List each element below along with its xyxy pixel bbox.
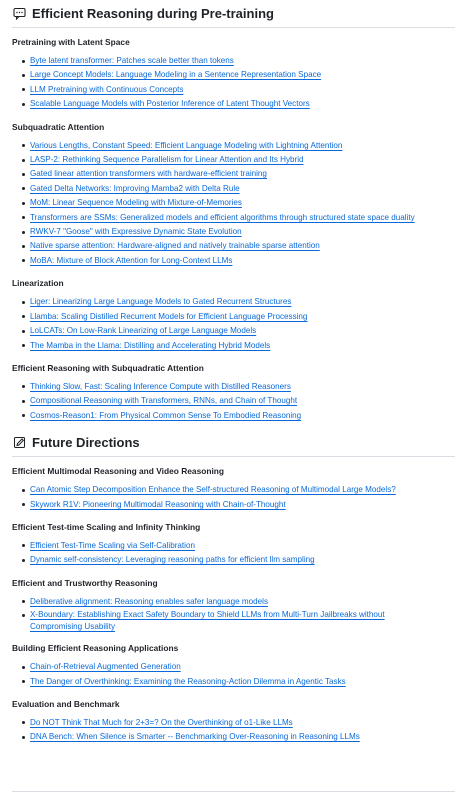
list-item (22, 730, 461, 744)
section-heading-future-directions (12, 433, 455, 457)
list-item (22, 167, 461, 181)
paper-link[interactable]: Scalable Language Models with Posterior Inference of Latent Thought Vectors (30, 99, 310, 109)
paper-link[interactable]: Skywork R1V: Pioneering Multimodal Reasoning with Chain-of-Thought (30, 499, 286, 509)
paper-link[interactable]: MoM: Linear Sequence Modeling with Mixture-of-Memories (30, 198, 242, 208)
list-item (22, 68, 461, 82)
subsection-title: Subquadratic Attention (12, 121, 105, 132)
paper-link[interactable]: Dynamic self-consistency: Leveraging reasoning paths for efficient llm sampling (30, 555, 315, 565)
list-item (22, 380, 461, 394)
divider (12, 791, 455, 792)
subsection-title: Evaluation and Benchmark (12, 698, 120, 709)
list-item (22, 675, 461, 689)
paper-link[interactable]: DNA Bench: When Silence is Smarter -- Benchmarking Over-Reasoning in Reasoning LLMs (30, 732, 360, 742)
subsection-title: Efficient Test-time Scaling and Infinity Thinking (12, 521, 201, 532)
subsection-title: Building Efficient Reasoning Applications (12, 643, 179, 654)
list-item (22, 54, 461, 68)
link-list (12, 595, 461, 633)
paper-link[interactable]: LASP-2: Rethinking Sequence Parallelism for Linear Attention and Its Hybrid (30, 155, 304, 165)
list-item (22, 139, 461, 153)
list-item (22, 211, 461, 225)
paper-link[interactable]: Compositional Reasoning with Transformers, RNNs, and Chain of Thought (30, 396, 298, 406)
subsection-title: Pretraining with Latent Space (12, 37, 130, 47)
paper-link[interactable]: Large Concept Models: Language Modeling in a Sentence Representation Space (30, 70, 322, 80)
list-item (22, 324, 461, 338)
list-item (22, 498, 461, 512)
list-item (22, 539, 461, 553)
paper-link[interactable]: Transformers are SSMs: Generalized models and efficient algorithms through structured state space duality (30, 212, 415, 222)
section-title: Efficient Reasoning during Pre-training (32, 5, 274, 21)
list-item (22, 254, 461, 268)
list-item (22, 153, 461, 167)
list-item (22, 483, 461, 497)
link-list (12, 716, 461, 745)
paper-link[interactable]: Native sparse attention: Hardware-aligned and natively trainable sparse attention (30, 241, 320, 251)
section-heading-pretraining (12, 4, 455, 28)
link-list (12, 660, 461, 689)
paper-link[interactable]: LLM Pretraining with Continuous Concepts (30, 84, 184, 94)
paper-link[interactable]: Can Atomic Step Decomposition Enhance the Self-structured Reasoning of Multimodal Large Models? (30, 485, 396, 495)
list-item (22, 97, 461, 111)
list-item (22, 196, 461, 210)
paper-link[interactable]: The Mamba in the Llama: Distilling and Accelerating Hybrid Models (30, 340, 271, 350)
paper-link[interactable]: LoLCATs: On Low-Rank Linearizing of Large Language Models (30, 326, 257, 336)
paper-link[interactable]: MoBA: Mixture of Block Attention for Long-Context LLMs (30, 255, 233, 265)
list-item (22, 553, 461, 567)
list-item (22, 310, 461, 324)
link-list (12, 54, 461, 112)
list-item (22, 409, 461, 423)
paper-link[interactable]: Thinking Slow, Fast: Scaling Inference Compute with Distilled Reasoners (30, 381, 291, 391)
speech-bubble-icon (12, 6, 26, 20)
list-item (22, 716, 461, 730)
paper-link[interactable]: Deliberative alignment: Reasoning enables safer language models (30, 596, 269, 606)
paper-link[interactable]: Efficient Test-Time Scaling via Self-Calibration (30, 540, 195, 550)
link-list (12, 380, 461, 423)
pencil-icon (12, 435, 26, 449)
link-list (12, 539, 461, 568)
list-item (22, 595, 461, 609)
link-list (12, 295, 461, 353)
paper-link[interactable]: Gated linear attention transformers with hardware-efficient training (30, 169, 267, 179)
link-list (12, 139, 461, 269)
paper-link[interactable]: Various Lengths, Constant Speed: Efficient Language Modeling with Lightning Attention (30, 140, 343, 150)
paper-link[interactable]: X-Boundary: Establishing Exact Safety Boundary to Shield LLMs from Multi-Turn Jailbreaks without Compromising Usability (30, 610, 385, 632)
paper-link[interactable]: Byte latent transformer: Patches scale better than tokens (30, 56, 234, 65)
paper-link[interactable]: Gated Delta Networks: Improving Mamba2 with Delta Rule (30, 183, 240, 193)
paper-link[interactable]: Do NOT Think That Much for 2+3=? On the Overthinking of o1-Like LLMs (30, 717, 293, 727)
paper-link[interactable]: Cosmos-Reason1: From Physical Common Sense To Embodied Reasoning (30, 410, 302, 420)
paper-link[interactable]: RWKV-7 "Goose" with Expressive Dynamic State Evolution (30, 227, 242, 237)
list-item (22, 225, 461, 239)
list-item (22, 339, 461, 353)
list-item (22, 295, 461, 309)
list-item (22, 182, 461, 196)
subsection-title: Efficient Reasoning with Subquadratic Attention (12, 362, 204, 373)
paper-link[interactable]: The Danger of Overthinking: Examining the Reasoning-Action Dilemma in Agentic Tasks (30, 676, 346, 686)
list-item (22, 83, 461, 97)
subsection-title: Efficient and Trustworthy Reasoning (12, 577, 158, 588)
list-item (22, 660, 461, 674)
paper-link[interactable]: Llamba: Scaling Distilled Recurrent Models for Efficient Language Processing (30, 311, 308, 321)
paper-link[interactable]: Liger: Linearizing Large Language Models to Gated Recurrent Structures (30, 297, 292, 307)
link-list (12, 483, 461, 512)
paper-link[interactable]: Chain-of-Retrieval Augmented Generation (30, 662, 181, 672)
list-item (22, 239, 461, 253)
section-title: Future Directions (32, 434, 140, 450)
list-item (22, 609, 410, 633)
subsection-title: Efficient Multimodal Reasoning and Video Reasoning (12, 466, 225, 477)
subsection-title: Linearization (12, 278, 64, 289)
list-item (22, 394, 461, 408)
